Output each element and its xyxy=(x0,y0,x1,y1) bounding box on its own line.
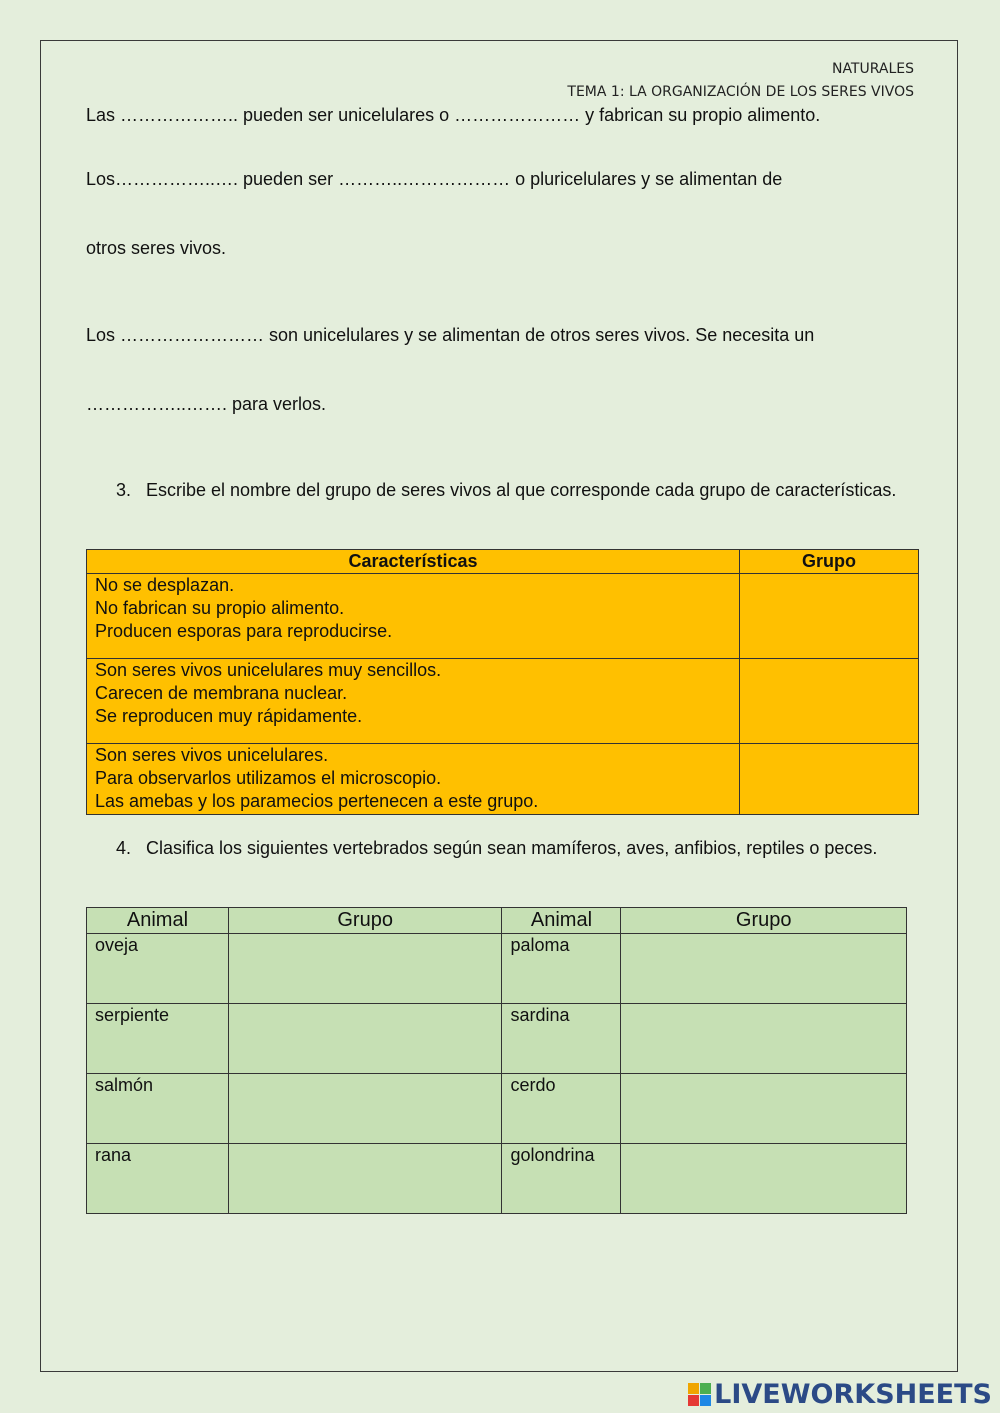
characteristic-line: No se desplazan. xyxy=(95,575,235,595)
group-answer-cell[interactable] xyxy=(621,934,907,1004)
question-4-number: 4. xyxy=(116,838,132,858)
characteristic-line: Para observarlos utilizamos el microscopio. xyxy=(95,768,442,788)
question-4 xyxy=(116,835,916,862)
animal-cell: cerdo xyxy=(502,1074,621,1144)
table-header-row xyxy=(87,908,907,934)
characteristic-line: Producen esporas para reproducirse. xyxy=(95,621,393,641)
table-row xyxy=(87,574,919,659)
characteristic-line: Las amebas y los paramecios pertenecen a este grupo. xyxy=(95,791,539,811)
characteristics-table xyxy=(86,549,919,815)
group-answer-cell[interactable] xyxy=(621,1144,907,1214)
characteristic-line: Carecen de membrana nuclear. xyxy=(95,683,348,703)
header-subject: NATURALES xyxy=(831,61,914,77)
table-row xyxy=(87,1004,907,1074)
liveworksheets-logo xyxy=(688,1379,992,1409)
table-row xyxy=(87,659,919,744)
paragraph-2: Los……………..…. pueden ser ………..……………… o pluricelulares y se alimentan de xyxy=(86,169,783,189)
logo-square-icon xyxy=(700,1383,711,1394)
animal-cell: sardina xyxy=(502,1004,621,1074)
logo-text: LIVEWORKSHEETS xyxy=(714,1378,992,1410)
paragraph-4: Los …………………… son unicelulares y se alimentan de otros seres vivos. Se necesita un xyxy=(86,325,815,345)
logo-square-icon xyxy=(700,1395,711,1406)
question-3-number: 3. xyxy=(116,480,132,500)
table-row xyxy=(87,1074,907,1144)
question-3 xyxy=(116,477,916,504)
group-answer-cell[interactable] xyxy=(228,1074,502,1144)
column-header: Animal xyxy=(502,908,621,934)
table-row xyxy=(87,744,919,815)
animal-cell: salmón xyxy=(87,1074,229,1144)
group-answer-cell[interactable] xyxy=(621,1074,907,1144)
characteristics-cell xyxy=(87,659,740,744)
logo-square-icon xyxy=(688,1395,699,1406)
animal-cell: paloma xyxy=(502,934,621,1004)
paragraph-1: Las ……………….. pueden ser unicelulares o ………………… y fabrican su propio alimento. xyxy=(86,105,821,125)
group-answer-cell[interactable] xyxy=(740,659,919,744)
logo-square-icon xyxy=(688,1383,699,1394)
paragraph-5: ……………..……. para verlos. xyxy=(86,394,327,414)
characteristics-cell xyxy=(87,744,740,815)
liveworksheets-logo-icon xyxy=(688,1383,711,1406)
group-answer-cell[interactable] xyxy=(228,1144,502,1214)
column-header: Animal xyxy=(87,908,229,934)
group-answer-cell[interactable] xyxy=(228,1004,502,1074)
column-header: Grupo xyxy=(228,908,502,934)
animal-cell: golondrina xyxy=(502,1144,621,1214)
animal-cell: serpiente xyxy=(87,1004,229,1074)
animal-cell: oveja xyxy=(87,934,229,1004)
table-header-row xyxy=(87,550,919,574)
group-answer-cell[interactable] xyxy=(621,1004,907,1074)
characteristic-line: Son seres vivos unicelulares. xyxy=(95,745,329,765)
group-answer-cell[interactable] xyxy=(740,574,919,659)
characteristic-line: No fabrican su propio alimento. xyxy=(95,598,345,618)
column-header: Grupo xyxy=(740,550,919,574)
characteristic-line: Son seres vivos unicelulares muy sencillos. xyxy=(95,660,442,680)
question-4-text: Clasifica los siguientes vertebrados según sean mamíferos, aves, anfibios, reptiles o peces. xyxy=(146,838,878,858)
characteristic-line: Se reproducen muy rápidamente. xyxy=(95,706,363,726)
vertebrates-table xyxy=(86,907,907,1214)
animal-cell: rana xyxy=(87,1144,229,1214)
table-row xyxy=(87,934,907,1004)
table-row xyxy=(87,1144,907,1214)
column-header: Grupo xyxy=(621,908,907,934)
header-topic: TEMA 1: LA ORGANIZACIÓN DE LOS SERES VIVOS xyxy=(567,84,914,100)
group-answer-cell[interactable] xyxy=(228,934,502,1004)
paragraph-3: otros seres vivos. xyxy=(86,238,227,258)
characteristics-cell xyxy=(87,574,740,659)
question-3-text: Escribe el nombre del grupo de seres vivos al que corresponde cada grupo de características. xyxy=(146,480,897,500)
group-answer-cell[interactable] xyxy=(740,744,919,815)
column-header: Características xyxy=(87,550,740,574)
